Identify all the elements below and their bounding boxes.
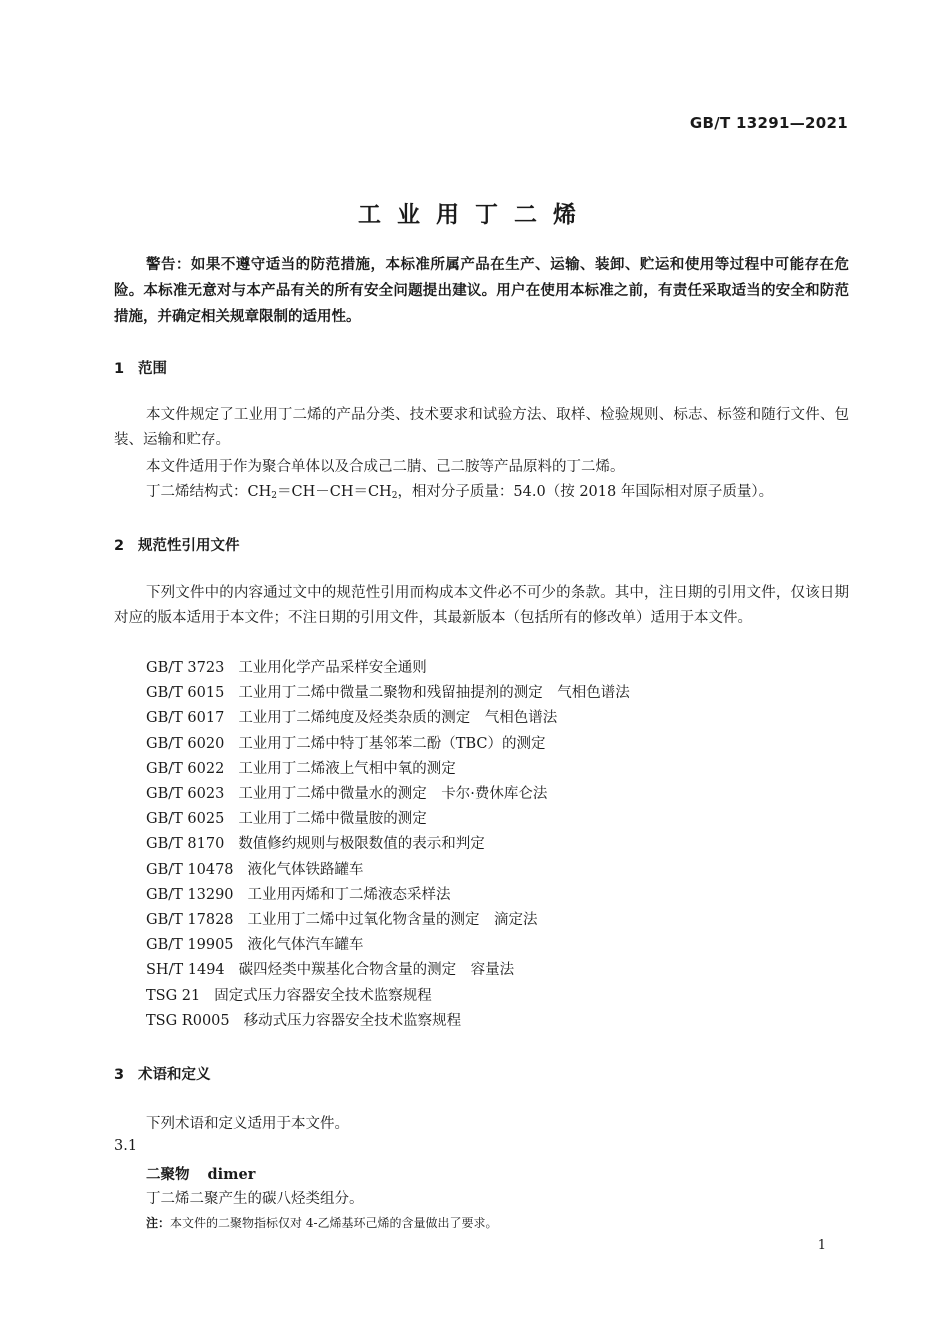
- term-note: [146, 1214, 498, 1231]
- section-1-heading: [114, 357, 167, 378]
- warning-paragraph: 警告：如果不遵守适当的防范措施，本标准所属产品在生产、运输、装卸、贮运和使用等过程中可能存在危险。本标准无意对与本产品有关的所有安全问题提出建议。用户在使用本标准之前，有责任采取适当的安全和防范措施，并确定相关规章限制的适用性。: [114, 257, 849, 325]
- reference-code: GB/T 6025: [146, 811, 225, 828]
- reference-code: SH/T 1494: [146, 962, 225, 979]
- reference-item: [146, 656, 630, 681]
- reference-name: 液化气体汽车罐车: [247, 937, 364, 954]
- reference-name: 工业用丁二烯纯度及烃类杂质的测定 气相色谱法: [238, 710, 558, 727]
- reference-name: 工业用丙烯和丁二烯液态采样法: [247, 886, 451, 903]
- reference-code: GB/T 8170: [146, 836, 225, 853]
- formula-subscript: 2: [391, 491, 398, 501]
- references-intro-paragraph: 下列文件中的内容通过文中的规范性引用而构成本文件必不可少的条款。其中，注日期的引用文件，仅该日期对应的版本适用于本文件；不注日期的引用文件，其最新版本（包括所有的修改单）适用于本文件。: [114, 585, 849, 626]
- reference-item: [146, 883, 630, 908]
- reference-item: [146, 757, 630, 782]
- reference-item: [146, 832, 630, 857]
- reference-item: [146, 908, 630, 933]
- reference-item: [146, 933, 630, 958]
- reference-item: [146, 681, 630, 706]
- note-text: 本文件的二聚物指标仅对 4-乙烯基环己烯的含量做出了要求。: [170, 1216, 498, 1230]
- reference-name: 数值修约规则与极限数值的表示和判定: [238, 836, 485, 853]
- reference-name: 工业用化学产品采样安全通则: [238, 660, 427, 676]
- section-2-heading: [114, 534, 240, 555]
- section-title: 规范性引用文件: [138, 538, 240, 554]
- term-definition: 丁二烯二聚产生的碳八烃类组分。: [146, 1191, 364, 1207]
- reference-code: TSG 21: [146, 987, 201, 1004]
- document-title: 工业用丁二烯: [358, 202, 592, 228]
- term-english: dimer: [207, 1166, 256, 1183]
- reference-name: 工业用丁二烯中微量二聚物和残留抽提剂的测定 气相色谱法: [238, 685, 630, 702]
- term-chinese: 二聚物: [146, 1167, 190, 1183]
- reference-code: GB/T 6020: [146, 735, 225, 752]
- reference-code: GB/T 19905: [146, 937, 234, 954]
- section-title: 范围: [138, 361, 167, 377]
- section-number: 2: [114, 538, 125, 554]
- section-title: 术语和定义: [138, 1067, 211, 1083]
- formula-suffix: ，相对分子质量：54.0（按 2018 年国际相对原子质量）。: [397, 484, 774, 500]
- reference-code: GB/T 13290: [146, 886, 234, 903]
- term-entry: [146, 1163, 255, 1184]
- reference-item: [146, 807, 630, 832]
- reference-code: GB/T 6023: [146, 786, 225, 803]
- reference-name: 工业用丁二烯中微量胺的测定: [238, 811, 427, 828]
- scope-paragraph-2: 本文件适用于作为聚合单体以及合成己二腈、己二胺等产品原料的丁二烯。: [146, 459, 625, 475]
- formula-subscript: 2: [271, 491, 277, 501]
- term-number: 3.1: [114, 1138, 138, 1154]
- reference-name: 工业用丁二烯液上气相中氧的测定: [238, 760, 456, 777]
- formula-middle: ＝CH－CH＝CH: [276, 484, 392, 500]
- scope-paragraph-1: 本文件规定了工业用丁二烯的产品分类、技术要求和试验方法、取样、检验规则、标志、标签和随行文件、包装、运输和贮存。: [114, 407, 849, 448]
- section-3-heading: [114, 1063, 211, 1084]
- normative-references-list: [146, 656, 630, 1034]
- reference-item: [146, 782, 630, 807]
- reference-item: [146, 732, 630, 757]
- reference-name: 碳四烃类中羰基化合物含量的测定 容量法: [238, 962, 515, 979]
- reference-code: TSG R0005: [146, 1012, 230, 1029]
- reference-code: GB/T 6022: [146, 760, 225, 777]
- reference-code: GB/T 10478: [146, 861, 234, 878]
- reference-name: 移动式压力容器安全技术监察规程: [243, 1012, 462, 1029]
- reference-item: [146, 984, 630, 1009]
- structural-formula-paragraph: [114, 480, 849, 509]
- terms-intro: 下列术语和定义适用于本文件。: [146, 1116, 349, 1132]
- reference-name: 工业用丁二烯中特丁基邻苯二酚（TBC）的测定: [238, 735, 546, 752]
- reference-code: GB/T 6015: [146, 685, 225, 702]
- section-number: 1: [114, 361, 125, 377]
- reference-name: 液化气体铁路罐车: [247, 861, 364, 878]
- standard-code: GB/T 13291—2021: [689, 114, 848, 132]
- section-number: 3: [114, 1067, 125, 1083]
- reference-code: GB/T 6017: [146, 710, 225, 727]
- formula-prefix: 丁二烯结构式：CH: [146, 484, 272, 500]
- reference-name: 工业用丁二烯中微量水的测定 卡尔·费休库仑法: [238, 786, 548, 803]
- reference-item: [146, 1009, 630, 1034]
- reference-code: GB/T 17828: [146, 912, 234, 929]
- reference-code: GB/T 3723: [146, 660, 225, 676]
- note-label: 注：: [146, 1216, 171, 1230]
- reference-name: 固定式压力容器安全技术监察规程: [214, 987, 432, 1004]
- reference-name: 工业用丁二烯中过氧化物含量的测定 滴定法: [247, 912, 538, 929]
- reference-item: [146, 706, 630, 731]
- reference-item: [146, 858, 630, 883]
- reference-item: [146, 958, 630, 983]
- page-number: 1: [817, 1238, 826, 1253]
